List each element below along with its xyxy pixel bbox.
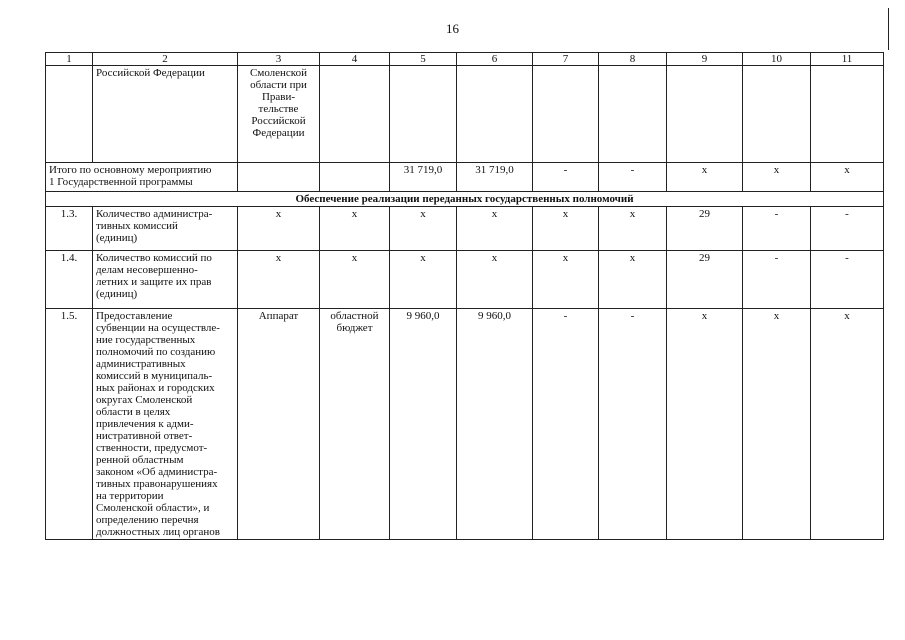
table-cell: [811, 66, 884, 163]
continuation-row: [46, 66, 884, 163]
total-col6: 31 719,0: [457, 163, 533, 192]
row-col9: 29: [667, 207, 743, 251]
cell-line: тивных правонарушениях: [96, 478, 218, 490]
cell-line: 1 Государственной программы: [49, 176, 193, 188]
total-col9: х: [667, 163, 743, 192]
row-col7: -: [533, 309, 599, 540]
cell-line: субвенции на осуществле-: [96, 322, 220, 334]
row-col5: х: [390, 251, 457, 309]
column-header: 2: [93, 53, 238, 66]
table-cell: [320, 66, 390, 163]
row-number: 1.3.: [46, 207, 93, 251]
cell-line: ренной областным: [96, 454, 184, 466]
cell-line: Количество комиссий по: [96, 252, 212, 264]
row-name: [93, 309, 238, 540]
cell-line: должностных лиц органов: [96, 526, 220, 538]
row-col3: Аппарат: [238, 309, 320, 540]
row-col4: х: [320, 251, 390, 309]
row-col5: 9 960,0: [390, 309, 457, 540]
program-table: [45, 52, 884, 540]
column-number-row: [46, 53, 884, 66]
table-row: [46, 251, 884, 309]
cell-line: нистративной ответ-: [96, 430, 193, 442]
column-header: 7: [533, 53, 599, 66]
cell-line: ние государственных: [96, 334, 196, 346]
cell-line: ных районах и городских: [96, 382, 215, 394]
column-header: 10: [743, 53, 811, 66]
cell-line: полномочий по созданию: [96, 346, 216, 358]
row-col4: х: [320, 207, 390, 251]
cell-line: Смоленской области», и: [96, 502, 210, 514]
row-col11: х: [811, 309, 884, 540]
section-header-row: [46, 192, 884, 207]
cell-line: Федерации: [252, 127, 305, 139]
cell-line: Итого по основному мероприятию: [49, 164, 212, 176]
row-col4: [320, 309, 390, 540]
row-col11: -: [811, 207, 884, 251]
column-header: 11: [811, 53, 884, 66]
row-col6: 9 960,0: [457, 309, 533, 540]
row-col8: х: [599, 251, 667, 309]
row-col9: х: [667, 309, 743, 540]
cell-line: областной: [330, 310, 379, 322]
cell-line: Российской: [251, 115, 306, 127]
table-row: [46, 207, 884, 251]
total-col7: -: [533, 163, 599, 192]
column-header: 8: [599, 53, 667, 66]
cell-line: округах Смоленской: [96, 394, 193, 406]
row-col8: -: [599, 309, 667, 540]
cell-line: делам несовершенно-: [96, 264, 198, 276]
cell-line: летних и защите их прав: [96, 276, 212, 288]
total-col8: -: [599, 163, 667, 192]
total-col11: х: [811, 163, 884, 192]
table-cell: [599, 66, 667, 163]
continuation-name-cell: Российской Федерации: [93, 66, 238, 163]
column-header: 1: [46, 53, 93, 66]
page-number: 16: [446, 21, 459, 36]
row-number: 1.5.: [46, 309, 93, 540]
table-cell: [320, 163, 390, 192]
total-col10: х: [743, 163, 811, 192]
row-col9: 29: [667, 251, 743, 309]
cell-line: области при: [250, 79, 307, 91]
total-row: [46, 163, 884, 192]
row-col7: х: [533, 207, 599, 251]
row-col6: х: [457, 207, 533, 251]
cell-line: тельстве: [258, 103, 299, 115]
column-header: 9: [667, 53, 743, 66]
cell-line: административных: [96, 358, 186, 370]
total-col5: 31 719,0: [390, 163, 457, 192]
table-cell: [533, 66, 599, 163]
cell-line: на территории: [96, 490, 164, 502]
column-header: 4: [320, 53, 390, 66]
row-col5: х: [390, 207, 457, 251]
cell-line: бюджет: [336, 322, 373, 334]
row-number: 1.4.: [46, 251, 93, 309]
column-header: 5: [390, 53, 457, 66]
row-col10: -: [743, 251, 811, 309]
table-cell: [46, 66, 93, 163]
cell-line: Прави-: [261, 91, 296, 103]
table-row: [46, 309, 884, 540]
table-cell: [743, 66, 811, 163]
row-col10: -: [743, 207, 811, 251]
cell-line: ственности, предусмот-: [96, 442, 208, 454]
cell-line: Смоленской: [250, 67, 307, 79]
total-label-cell: [46, 163, 238, 192]
cell-line: тивных комиссий: [96, 220, 178, 232]
executor-cell: [238, 66, 320, 163]
cell-line: (единиц): [96, 232, 138, 244]
row-col3: х: [238, 207, 320, 251]
table-cell: [667, 66, 743, 163]
column-header: 6: [457, 53, 533, 66]
cell-line: законом «Об администра-: [96, 466, 218, 478]
table-cell: [238, 163, 320, 192]
row-col10: х: [743, 309, 811, 540]
cell-line: комиссий в муниципаль-: [96, 370, 213, 382]
margin-rule: [888, 8, 889, 50]
cell-line: (единиц): [96, 288, 138, 300]
row-name: [93, 207, 238, 251]
row-col8: х: [599, 207, 667, 251]
row-col7: х: [533, 251, 599, 309]
table-cell: [390, 66, 457, 163]
cell-line: определению перечня: [96, 514, 199, 526]
column-header: 3: [238, 53, 320, 66]
cell-line: привлечения к адми-: [96, 418, 194, 430]
row-col3: х: [238, 251, 320, 309]
cell-line: Количество администра-: [96, 208, 213, 220]
cell-line: области в целях: [96, 406, 171, 418]
section-title: Обеспечение реализации переданных государственных полномочий: [46, 192, 884, 207]
row-col6: х: [457, 251, 533, 309]
row-name: [93, 251, 238, 309]
cell-line: Предоставление: [96, 310, 173, 322]
table-cell: [457, 66, 533, 163]
row-col11: -: [811, 251, 884, 309]
